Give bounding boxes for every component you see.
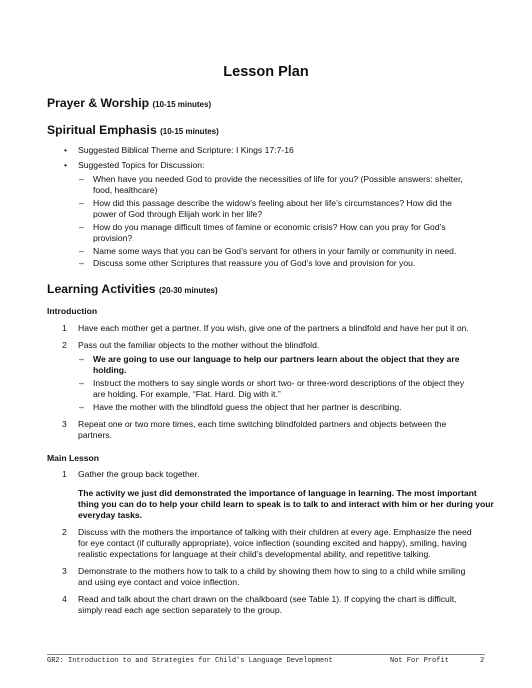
footer-course: GR2: Introduction to and Strategies for Child's Language Development — [47, 657, 333, 665]
topic-line: Name some ways that you can be God’s servant for others in your family or community in need. — [93, 246, 457, 256]
dash-icon: – — [79, 354, 84, 364]
prayer-heading — [47, 96, 211, 110]
item-text: simply read each age section separately to the group. — [78, 605, 282, 615]
item-text: partners. — [78, 430, 112, 440]
dash-icon: – — [79, 222, 84, 232]
bullet-icon: • — [64, 160, 68, 170]
topic-line: How did this passage describe the widow’s feeling about her life’s circumstances? How did the — [93, 198, 452, 208]
item-text: Gather the group back together. — [78, 469, 200, 479]
item-number: 3 — [62, 419, 67, 429]
spiritual-heading-text: Spiritual Emphasis — [47, 123, 157, 137]
item-text: Demonstrate to the mothers how to talk to a child by showing them how to sing to a child while smiling — [78, 566, 466, 576]
topic-line: Discuss some other Scriptures that reassure you of God’s love and provision for you. — [93, 258, 416, 268]
dash-icon: – — [79, 198, 84, 208]
subitem-line: are holding. For example, “Flat. Hard. Dig with it.” — [93, 389, 281, 399]
subitem-line: Have the mother with the blindfold guess the object that her partner is describing. — [93, 402, 402, 412]
emphasis-line: thing you can do to help your child learn to speak is to talk to and interact with him or her during your — [78, 499, 494, 509]
learning-duration: (20-30 minutes) — [158, 286, 218, 295]
item-number: 1 — [62, 323, 67, 333]
footer-note: Not For Profit — [390, 657, 449, 665]
item-number: 1 — [62, 469, 67, 479]
spiritual-heading — [47, 123, 219, 137]
item-text: Repeat one or two more times, each time switching blindfolded partners and objects between the — [78, 419, 447, 429]
item-text: Read and talk about the chart drawn on the chalkboard (see Table 1). If copying the chart is difficult, — [78, 594, 457, 604]
page-title: Lesson Plan — [223, 64, 309, 80]
item-text: realistic expectations for language at their child’s developmental ability, and repetitive talking. — [78, 549, 431, 559]
topic-line: food, healthcare) — [93, 185, 158, 195]
spiritual-duration: (10-15 minutes) — [160, 127, 219, 136]
subitem-line: Instruct the mothers to say single words or short two- or three-word descriptions of the object they — [93, 378, 465, 388]
item-number: 2 — [62, 527, 67, 537]
item-text: Pass out the familiar objects to the mother without the blindfold. — [78, 340, 320, 350]
footer-rule — [47, 654, 485, 655]
item-text: Have each mother get a partner. If you wish, give one of the partners a blindfold and have her put it on. — [78, 323, 469, 333]
dash-icon: – — [79, 174, 84, 184]
learning-heading-text: Learning Activities — [47, 282, 156, 296]
item-number: 2 — [62, 340, 67, 350]
footer-page-number: 2 — [480, 657, 485, 665]
topic-line: provision? — [93, 233, 133, 243]
emphasis-line: everyday tasks. — [78, 510, 143, 520]
bullet-text: Suggested Biblical Theme and Scripture: I Kings 17:7-16 — [78, 145, 294, 155]
dash-icon: – — [79, 378, 84, 388]
item-text: for eye contact (if culturally appropriate), voice inflection (sounding excited and happy), smiling, having — [78, 538, 467, 548]
topic-line: How do you manage difficult times of famine or economic crisis? How can you pray for God’s — [93, 222, 446, 232]
item-number: 4 — [62, 594, 67, 604]
prayer-duration: (10-15 minutes) — [152, 100, 212, 109]
dash-icon: – — [79, 258, 84, 268]
bullet-icon: • — [64, 145, 68, 155]
emphasis-line: The activity we just did demonstrated the importance of language in learning. The most important — [78, 488, 477, 498]
bullet-text: Suggested Topics for Discussion: — [78, 160, 205, 170]
dash-icon: – — [79, 402, 84, 412]
main-lesson-heading: Main Lesson — [47, 453, 100, 463]
topic-line: power of God through Elijah work in her life? — [93, 209, 263, 219]
topic-line: When have you needed God to provide the necessities of life for you? (Possible answers: shelter, — [93, 174, 463, 184]
item-number: 3 — [62, 566, 67, 576]
prayer-heading-text: Prayer & Worship — [47, 96, 150, 110]
subitem-line: We are going to use our language to help our partners learn about the object that they are — [93, 354, 460, 364]
learning-heading — [47, 282, 218, 296]
item-text: Discuss with the mothers the importance of talking with their children at every age. Emphasize the need — [78, 527, 472, 537]
introduction-heading: Introduction — [47, 306, 98, 316]
subitem-line: holding. — [93, 365, 127, 375]
item-text: and using eye contact and voice inflection. — [78, 577, 240, 587]
dash-icon: – — [79, 246, 84, 256]
